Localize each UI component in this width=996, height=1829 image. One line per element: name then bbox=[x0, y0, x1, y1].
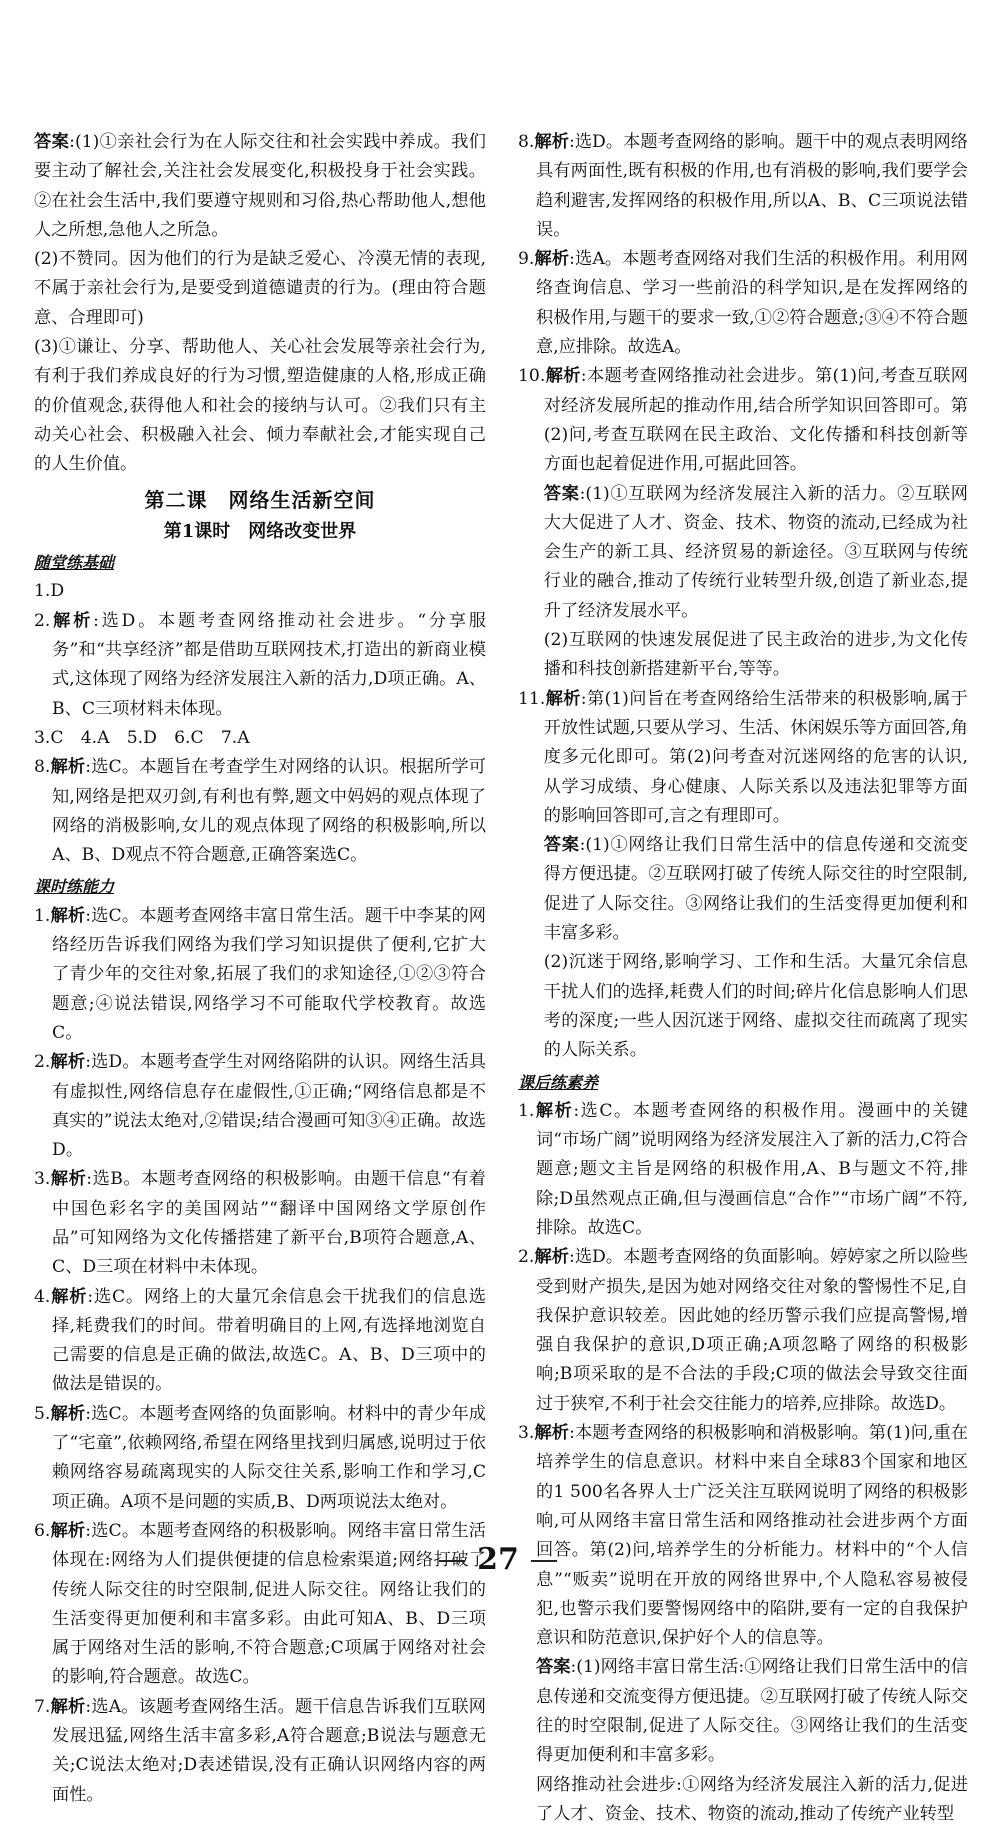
keyword-label: 解析 bbox=[50, 1052, 86, 1073]
answer-paragraph bbox=[518, 480, 968, 626]
item-number: 3. bbox=[518, 1423, 535, 1444]
exercise-item bbox=[34, 1400, 486, 1517]
exercise-item bbox=[518, 1243, 968, 1419]
item-text: :选A。该题考查网络生活。题干信息告诉我们互联网发展迅猛,网络生活丰富多彩,A符合题意;B说法与题意无关;C说法太绝对;D表述错误,没有正确认识网络内容的两面性。 bbox=[52, 1696, 486, 1805]
period-title: 第1课时 网络改变世界 bbox=[163, 520, 357, 542]
item-text: :本题考查网络推动社会进步。第(1)问,考查互联网对经济发展所起的推动作用,结合所学知识回答即可。第(2)问,考查互联网在民主政治、文化传播和科技创新等方面也起着促进作用,可据此回答。 bbox=[543, 366, 968, 475]
section-basic-items bbox=[34, 577, 486, 870]
item-number: 10. bbox=[518, 366, 546, 387]
item-number: 11. bbox=[518, 688, 546, 709]
exercise-item bbox=[518, 685, 968, 831]
item-text: :(1)①亲社会行为在人际交往和社会实践中养成。我们要主动了解社会,关注社会发展变化,积极投身于社会实践。②在社会生活中,我们要遵守规则和习俗,热心帮助他人,想他人之所想,急他人之所急。 bbox=[34, 132, 486, 240]
page-number: 27 bbox=[477, 1542, 519, 1577]
answer-paragraph bbox=[518, 948, 968, 1065]
item-text: 网络推动社会进步:①网络为经济发展注入新的活力,促进了人才、资金、技术、物资的流动,推动了传统产业转型 bbox=[536, 1774, 968, 1824]
item-text: :选C。本题考查网络丰富日常生活。题干中李某的网络经历告诉我们网络为我们学习知识提供了便利,它扩大了青少年的交往对象,拓展了我们的求知途径,①②③符合题意;④说法错误,网络学习不可能取代学校教育。故选C。 bbox=[52, 905, 486, 1043]
keyword-label: 答案 bbox=[543, 835, 580, 856]
keyword-label: 解析 bbox=[534, 249, 570, 270]
footer-dash-left bbox=[439, 1560, 465, 1562]
exercise-item bbox=[34, 1283, 486, 1400]
exercise-item bbox=[34, 607, 486, 724]
keyword-label: 解析 bbox=[50, 757, 86, 778]
item-text: :选D。本题考查网络的负面影响。婷婷家之所以险些受到财产损失,是因为她对网络交往对象的警惕性不足,自我保护意识较差。因此她的经历警示我们应提高警惕,增强自我保护的意识,D项正确;A项忽略了网络的积极影响;B项采取的是不合法的手段;C项的做法会导致交往面过于狭窄,不利于社会交往能力的培养,应排除。故选D。 bbox=[536, 1247, 968, 1414]
item-text: :选C。本题考查网络的积极作用。漫画中的关键词“市场广阔”说明网络为经济发展注入了新的活力,C符合题意;题文主旨是网络的积极作用,A、B与题文不符,排除;D虽然观点正确,但与漫画信息“合作”“市场广阔”不符,排除。故选C。 bbox=[536, 1100, 968, 1238]
item-text: :(1)①网络让我们日常生活中的信息传递和交流变得方便迅捷。②互联网打破了传统人际交往的时空限制,促进了人际交往。③网络让我们的生活变得更加便利和丰富多彩。 bbox=[543, 835, 968, 944]
item-number: 3. bbox=[34, 727, 51, 748]
exercise-item bbox=[34, 724, 486, 753]
keyword-label: 解析 bbox=[50, 1403, 86, 1424]
answer-paragraph bbox=[34, 245, 486, 333]
keyword-label: 解析 bbox=[50, 1696, 86, 1717]
item-number: 1. bbox=[34, 905, 51, 926]
section-heading-literacy: 课后练素养 bbox=[518, 1072, 599, 1092]
item-text: :第(1)问旨在考查网络给生活带来的积极影响,属于开放性试题,只要从学习、生活、休闲娱乐等方面回答,角度多元化即可。第(2)问考查对沉迷网络的危害的认识,从学习成绩、身心健康、人际关系以及违法犯罪等方面的影响回答即可,言之有理即可。 bbox=[543, 688, 968, 826]
keyword-label: 答案 bbox=[536, 1657, 571, 1678]
item-text: :选C。本题旨在考查学生对网络的认识。根据所学可知,网络是把双刃剑,有利也有弊,题文中妈妈的观点体现了网络的消极影响,女儿的观点体现了网络的积极影响,所以A、B、D观点不符合题意,正确答案选C。 bbox=[52, 757, 486, 866]
item-number: 2. bbox=[34, 610, 51, 631]
section-heading-ability: 课时练能力 bbox=[34, 877, 115, 897]
ability-items-continued bbox=[518, 128, 968, 362]
exercise-item bbox=[518, 245, 968, 362]
item-text: :选D。本题考查学生对网络陷阱的认识。网络生活具有虚拟性,网络信息存在虚假性,①正确;“网络信息都是不真实的”说法太绝对,②错误;结合漫画可知③④正确。故选D。 bbox=[52, 1052, 486, 1161]
keyword-label: 解析 bbox=[534, 1423, 570, 1444]
item-number: 5. bbox=[34, 1403, 51, 1424]
item-text: :选A。本题考查网络对我们生活的积极作用。利用网络查询信息、学习一些前沿的科学知识,是在发挥网络的积极作用,与题干的要求一致,①②符合题意;③④不符合题意,应排除。故选A。 bbox=[536, 249, 968, 358]
exercise-item bbox=[518, 1419, 968, 1653]
item-number: 1. bbox=[518, 1100, 535, 1121]
keyword-label: 解析 bbox=[545, 688, 581, 709]
item-number: 6. bbox=[34, 1520, 51, 1541]
item-number: 7. bbox=[34, 1696, 51, 1717]
item-text: (2)沉迷于网络,影响学习、工作和生活。大量冗余信息干扰人们的选择,耗费人们的时间;碎片化信息影响人们思考的深度;一些人因沉迷于网络、虚拟交往而疏离了现实的人际关系。 bbox=[543, 952, 968, 1061]
exercise-item bbox=[518, 128, 968, 245]
item-number: 8. bbox=[518, 132, 535, 152]
item-number: 2. bbox=[34, 1052, 51, 1073]
exercise-item bbox=[34, 1693, 486, 1810]
exercise-item bbox=[518, 362, 968, 479]
question-3-answer bbox=[518, 1653, 968, 1829]
item-number: 8. bbox=[34, 757, 51, 778]
item-text: :选D。本题考查网络的影响。题干中的观点表明网络具有两面性,既有积极的作用,也有消极的影响,我们要学会趋利避害,发挥网络的积极作用,所以A、B、C三项说法错误。 bbox=[536, 132, 968, 240]
item-text: C 4.A 5.D 6.C 7.A bbox=[50, 727, 250, 748]
item-text: :选C。本题考查网络的负面影响。材料中的青少年成了“宅童”,依赖网络,希望在网络里找到归属感,说明过于依赖网络容易疏离现实的人际交往关系,影响工作和学习,C项正确。A项不是问题的实质,B、D两项说法太绝对。 bbox=[52, 1403, 486, 1512]
keyword-label: 解析 bbox=[50, 1286, 88, 1307]
item-text: :选C。网络上的大量冗余信息会干扰我们的信息选择,耗费我们的时间。带着明确目的上网,有选择地浏览自己需要的信息是正确的做法,故选C。A、B、D三项中的做法是错误的。 bbox=[52, 1286, 486, 1395]
keyword-label: 答案 bbox=[34, 132, 70, 152]
item-number: 3. bbox=[34, 1169, 51, 1190]
keyword-label: 解析 bbox=[50, 610, 94, 631]
exercise-item bbox=[518, 1097, 968, 1243]
lesson-title: 第二课 网络生活新空间 bbox=[144, 487, 376, 512]
item-number: 4. bbox=[34, 1286, 51, 1307]
footer-dash-right bbox=[531, 1560, 557, 1562]
keyword-label: 解析 bbox=[534, 132, 569, 152]
answer-paragraph bbox=[518, 626, 968, 685]
page-number-footer bbox=[0, 1542, 996, 1577]
exercise-item bbox=[34, 753, 486, 870]
keyword-label: 答案 bbox=[543, 483, 580, 504]
item-number: 2. bbox=[518, 1247, 535, 1268]
item-text: (2)不赞同。因为他们的行为是缺乏爱心、冷漠无情的表现,不属于亲社会行为,是要受到道德谴责的行为。(理由符合题意、合理即可) bbox=[34, 249, 486, 328]
keyword-label: 解析 bbox=[50, 905, 86, 926]
item-number: 1. bbox=[34, 581, 51, 602]
item-text: :选B。本题考查网络的积极影响。由题干信息“有着中国色彩名字的美国网站”“翻译中国网络文学原创作品”可知网络为文化传播搭建了新平台,B项符合题意,A、C、D三项在材料中未体现。 bbox=[52, 1169, 486, 1278]
keyword-label: 解析 bbox=[50, 1520, 86, 1541]
answer-paragraph bbox=[34, 128, 486, 245]
item-text: :选C。本题考查网络的积极影响。网络丰富日常生活体现在:网络为人们提供便捷的信息检索渠道;网络打破了传统人际交往的时空限制,促进人际交往。网络让我们的生活变得更加便利和丰富多彩。由此可知A、B、D三项属于网络对生活的影响,不符合题意;C项属于网络对社会的影响,符合题意。故选C。 bbox=[52, 1520, 486, 1688]
question-10-answer bbox=[518, 480, 968, 685]
exercise-item bbox=[34, 1048, 486, 1165]
keyword-label: 解析 bbox=[534, 1247, 569, 1268]
keyword-label: 解析 bbox=[534, 1100, 574, 1121]
exercise-item bbox=[34, 902, 486, 1048]
exercise-item bbox=[34, 1165, 486, 1282]
item-text: (2)互联网的快速发展促进了民主政治的进步,为文化传播和科技创新搭建新平台,等等。 bbox=[543, 630, 968, 680]
answer-paragraph bbox=[518, 831, 968, 948]
item-text: :(1)网络丰富日常生活:①网络让我们日常生活中的信息传递和交流变得方便迅捷。②互联网打破了传统人际交往的时空限制,促进了人际交往。③网络让我们的生活变得更加便利和丰富多彩。 bbox=[536, 1657, 968, 1766]
question-11-answer bbox=[518, 831, 968, 1065]
item-text: :(1)①互联网为经济发展注入新的活力。②互联网大大促进了人才、资金、技术、物资的流动,已经成为社会生产的新工具、经济贸易的新途径。③互联网与传统行业的融合,推动了传统行业转型升级,创造了新业态,提升了经济发展水平。 bbox=[543, 483, 968, 621]
section-heading-basic: 随堂练基础 bbox=[34, 553, 115, 573]
question-11 bbox=[518, 685, 968, 831]
item-text: (3)①谦让、分享、帮助他人、关心社会发展等亲社会行为,有利于我们养成良好的行为习惯,塑造健康的人格,形成正确的价值观念,获得他人和社会的接纳与认可。②我们只有主动关心社会、积极融入社会、倾力奉献社会,才能实现自己的人生价值。 bbox=[34, 337, 486, 475]
intro-answer-block bbox=[34, 128, 486, 480]
exercise-item bbox=[34, 577, 486, 606]
answer-paragraph bbox=[518, 1653, 968, 1770]
item-text: :选D。本题考查网络推动社会进步。“分享服务”和“共享经济”都是借助互联网技术,打造出的新商业模式,这体现了网络为经济发展注入新的活力,D项正确。A、B、C三项材料未体现。 bbox=[52, 610, 486, 719]
question-10 bbox=[518, 362, 968, 479]
answer-paragraph bbox=[518, 1771, 968, 1829]
item-text: :本题考查网络的积极影响和消极影响。第(1)问,重在培养学生的信息意识。材料中来自全球83个国家和地区的1 500名各界人士广泛关注互联网说明了网络的积极影响,可从网络丰富日常生活和网络推动社会进步两个方面回答。第(2)问,培养学生的分析能力。材料中的“个人信息”“贩卖”说明在开放的网络世界中,个人隐私容易被侵犯,也警示我们要警惕网络中的陷阱,要有一定的自我保护意识和防范意识,保护好个人的信息等。 bbox=[536, 1423, 968, 1649]
answer-paragraph bbox=[34, 333, 486, 479]
keyword-label: 解析 bbox=[545, 366, 581, 387]
keyword-label: 解析 bbox=[50, 1169, 87, 1190]
item-text: D bbox=[50, 581, 65, 602]
section-ability-items bbox=[34, 902, 486, 1810]
item-number: 9. bbox=[518, 249, 535, 270]
